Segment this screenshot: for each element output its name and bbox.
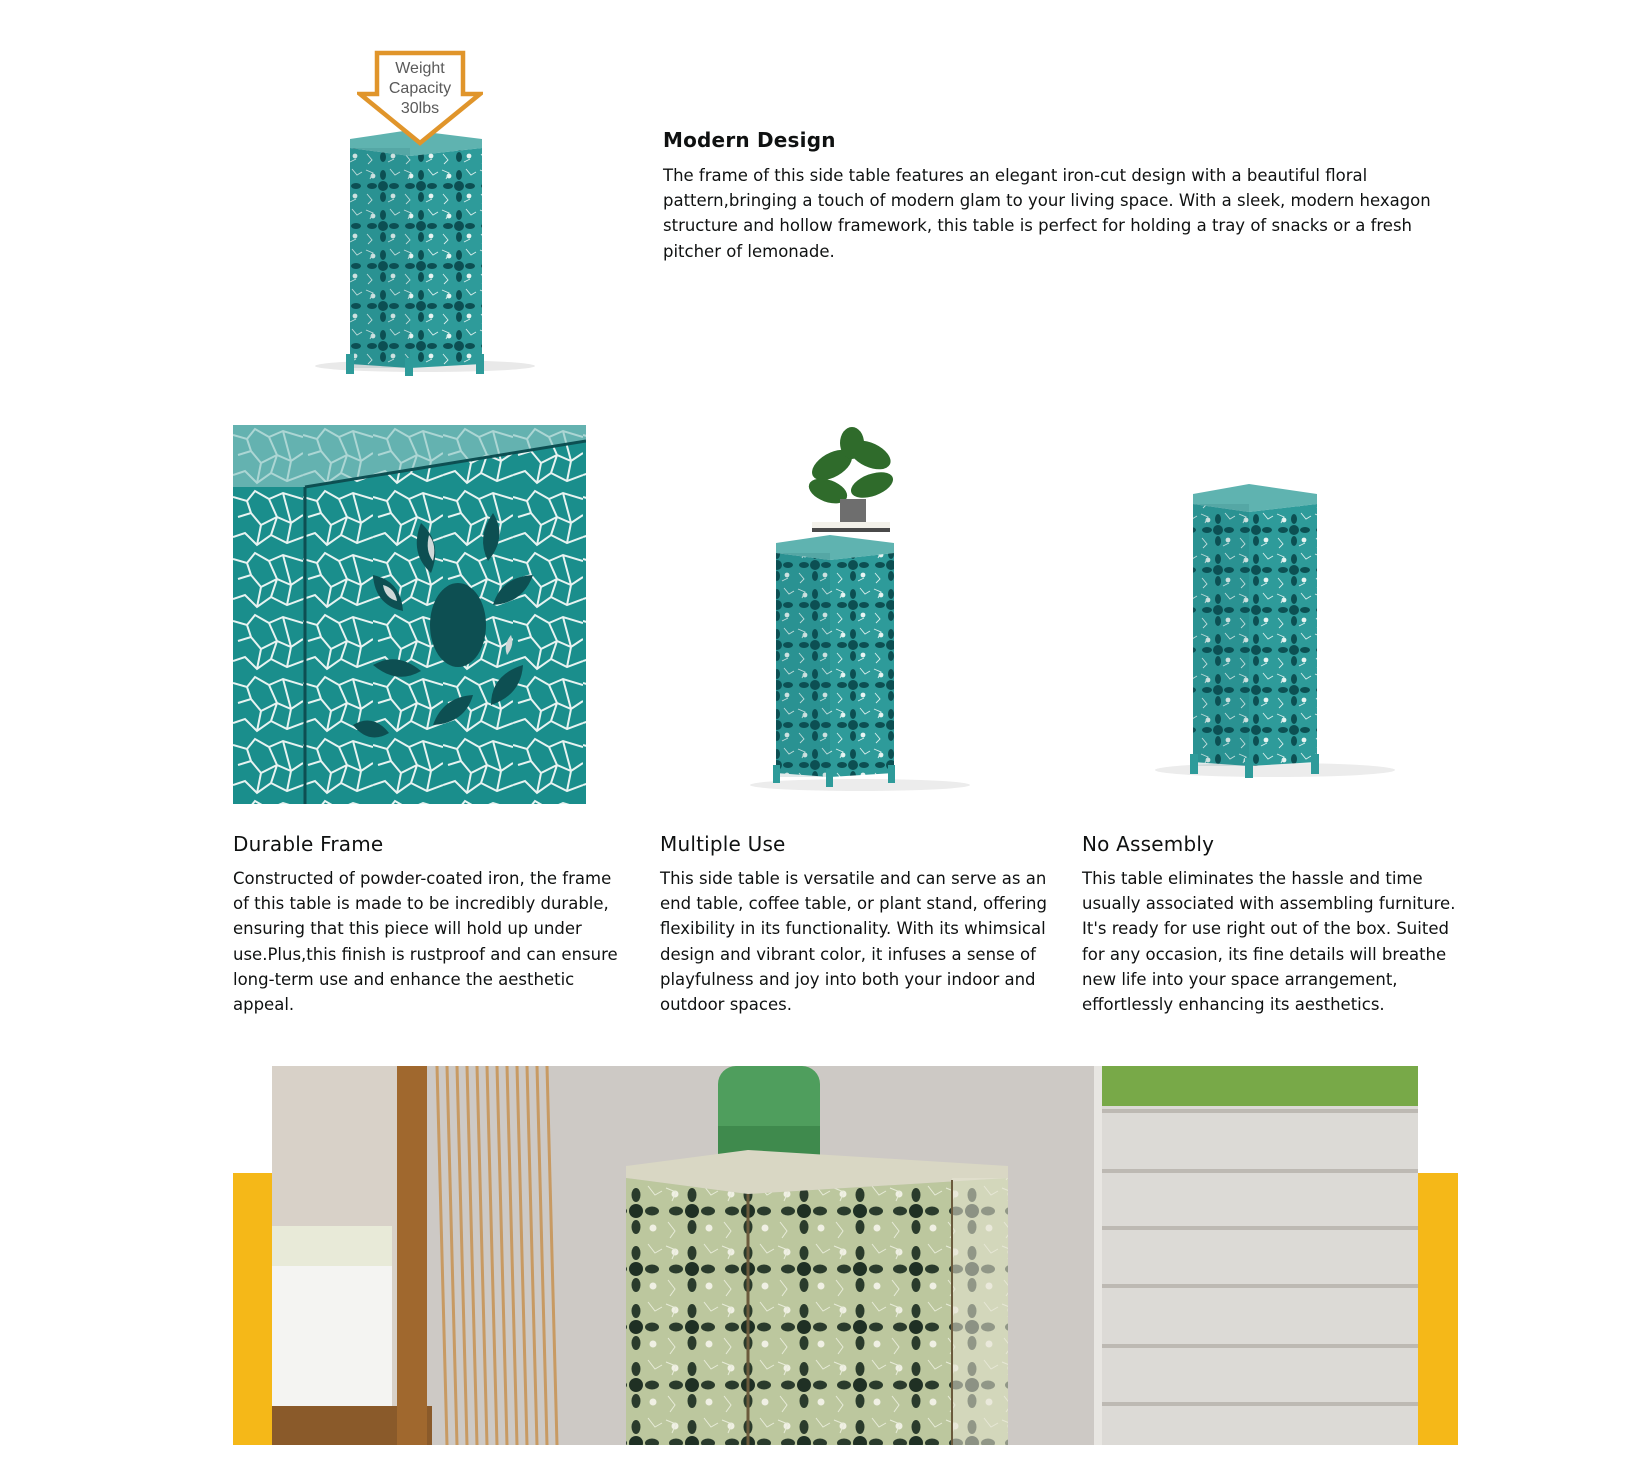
weight-badge-label: Weight Capacity 30lbs	[388, 60, 452, 117]
feature-no-assembly	[1082, 832, 1472, 1017]
plant-table-image	[720, 425, 1015, 795]
modern-design-block	[663, 128, 1463, 264]
feature-title: Durable Frame	[233, 832, 384, 856]
feature-durable-frame	[233, 832, 623, 1017]
lifestyle-image	[272, 1066, 1418, 1445]
modern-design-title: Modern Design	[663, 128, 836, 152]
modern-design-body: The frame of this side table features an elegant iron-cut design with a beautiful floral pattern,bringing a touch of modern glam to your living space. With a sleek, modern hexagon structure and hollow framework, this table is perfect for holding a tray of snacks or a fresh pitcher of lemonade.	[663, 166, 1431, 261]
plain-table-image	[1085, 470, 1463, 795]
feature-body: This table eliminates the hassle and time usually associated with assembling furniture. It's ready for use right out of the box. Suited for any occasion, its fine details will breathe new life into your space arrangement, effortlessly enhancing its aesthetics.	[1082, 869, 1456, 1015]
feature-title: No Assembly	[1082, 832, 1215, 856]
accent-bar-right	[1418, 1173, 1458, 1445]
accent-bar-left	[233, 1173, 273, 1445]
feature-multiple-use	[660, 832, 1050, 1017]
feature-body: Constructed of powder-coated iron, the frame of this table is made to be incredibly durable, ensuring that this piece will hold up under use.Plus,this finish is rustproof and can ensure long-term use and enhance the aesthetic appeal.	[233, 869, 618, 1015]
hero-table-image	[250, 46, 595, 376]
closeup-image	[233, 425, 586, 804]
plant-leaves	[805, 427, 896, 508]
feature-title: Multiple Use	[660, 832, 786, 856]
feature-body: This side table is versatile and can serve as an end table, coffee table, or plant stand, offering flexibility in its functionality. With its whimsical design and vibrant color, it infuses a sense of playfulness and joy into both your indoor and outdoor spaces.	[660, 869, 1047, 1015]
